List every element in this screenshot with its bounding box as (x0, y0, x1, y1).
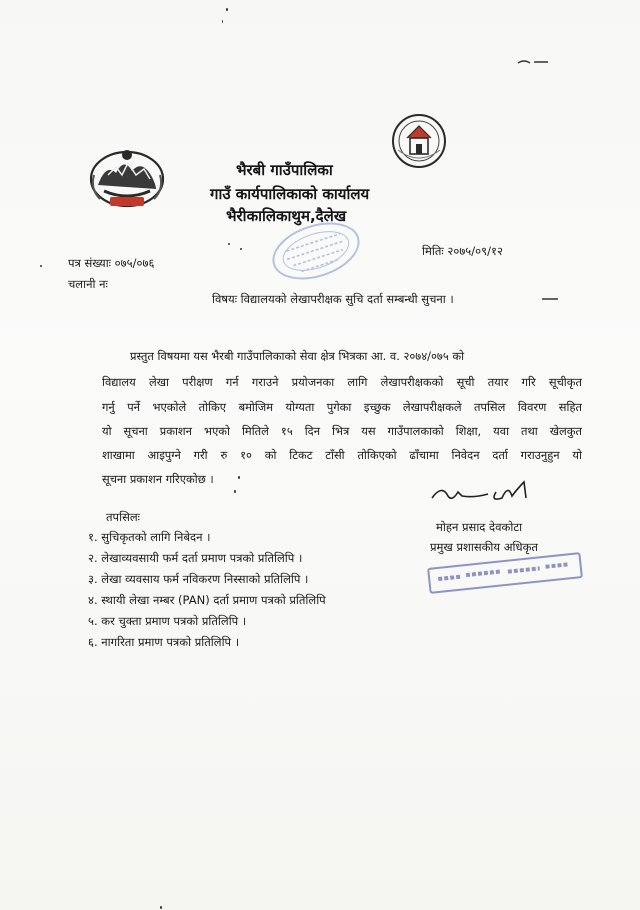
office-address: भैरीकालिकाथुम,दैलेख (226, 207, 347, 225)
scan-speck (228, 243, 230, 245)
signatory-title: प्रमुख प्रशासकीय अधिकृत (430, 540, 538, 554)
patra-sankhya: पत्र संख्याः ०७५/०७६ (68, 256, 155, 270)
scan-speck (226, 8, 228, 11)
list-item: ५. कर चुक्ता प्रमाण पत्रको प्रतिलिपि । (88, 614, 247, 628)
handwritten-signature (428, 478, 548, 508)
body-line: यो सूचना प्रकाशन भएको मितिले १५ दिन भित्र यस गाउँपालकाको शिक्षा, यवा तथा खेलकुत (102, 424, 582, 438)
scan-speck (234, 490, 236, 493)
scan-speck (40, 265, 42, 267)
chalani-number: चलानी नः (68, 277, 108, 291)
stamp-text-mark (429, 555, 576, 588)
office-subtitle: गाउँ कार्यपालिकाको कार्यालय (210, 185, 370, 203)
scan-mark (540, 296, 560, 302)
list-item: ४. स्थायी लेखा नम्बर (PAN) दर्ता प्रमाण पत्रको प्रतिलिपि (88, 593, 326, 607)
scan-speck (240, 248, 242, 250)
scan-mark (516, 58, 550, 66)
body-line: विद्यालय लेखा परीक्षण गर्न गराउने प्रयोजनका लागि लेखापरीक्षकको सूची तयार गरि सूचीकृत (102, 375, 582, 389)
office-name: भैरबी गाउँपालिका (236, 161, 333, 179)
body-line: शाखामा आइपुग्ने गरी रु १० को टिकट टाँसी तोकिएको ढाँचामा निवेदन दर्ता गराउनुहुन यो (102, 448, 582, 462)
list-item: ६. नागरिता प्रमाण पत्रको प्रतिलिपि । (88, 635, 240, 649)
list-item: १. सुचिकृतको लागि निबेदन । (88, 530, 211, 544)
body-line: प्रस्तुत विषयमा यस भैरबी गाउँपालिकाको सेवा क्षेत्र भित्रका आ. व. २०७४/०७५ को (130, 349, 465, 363)
list-item: ३. लेखा व्यवसाय फर्म नविकरण निस्साको प्रतिलिपि । (88, 572, 309, 586)
body-line: सूचना प्रकाशन गरिएकोछ । (102, 472, 214, 486)
body-line: गर्नु पर्ने भएकोले तोकिए बमोजिम योग्यता पुगेका इच्छुक लेखापरीक्षकले तपसिल विवरण सहित (102, 400, 582, 414)
municipality-logo-icon (390, 112, 448, 170)
date: मितिः २०७५/०९/१२ (422, 244, 503, 258)
signatory-name: मोहन प्रसाद देवकोटा (436, 520, 523, 534)
subject-line: विषयः विद्यालयको लेखापरीक्षक सुचि दर्ता सम्बन्धी सुचना । (212, 292, 454, 306)
list-item: २. लेखाव्यवसायी फर्म दर्ता प्रमाण पत्रको प्रतिलिपि । (88, 551, 303, 565)
tapasil-heading: तपसिलः (106, 510, 140, 524)
designation-stamp (427, 552, 583, 594)
scan-speck (160, 906, 162, 909)
scan-speck (222, 20, 223, 23)
nepal-coat-of-arms-icon (86, 145, 168, 215)
